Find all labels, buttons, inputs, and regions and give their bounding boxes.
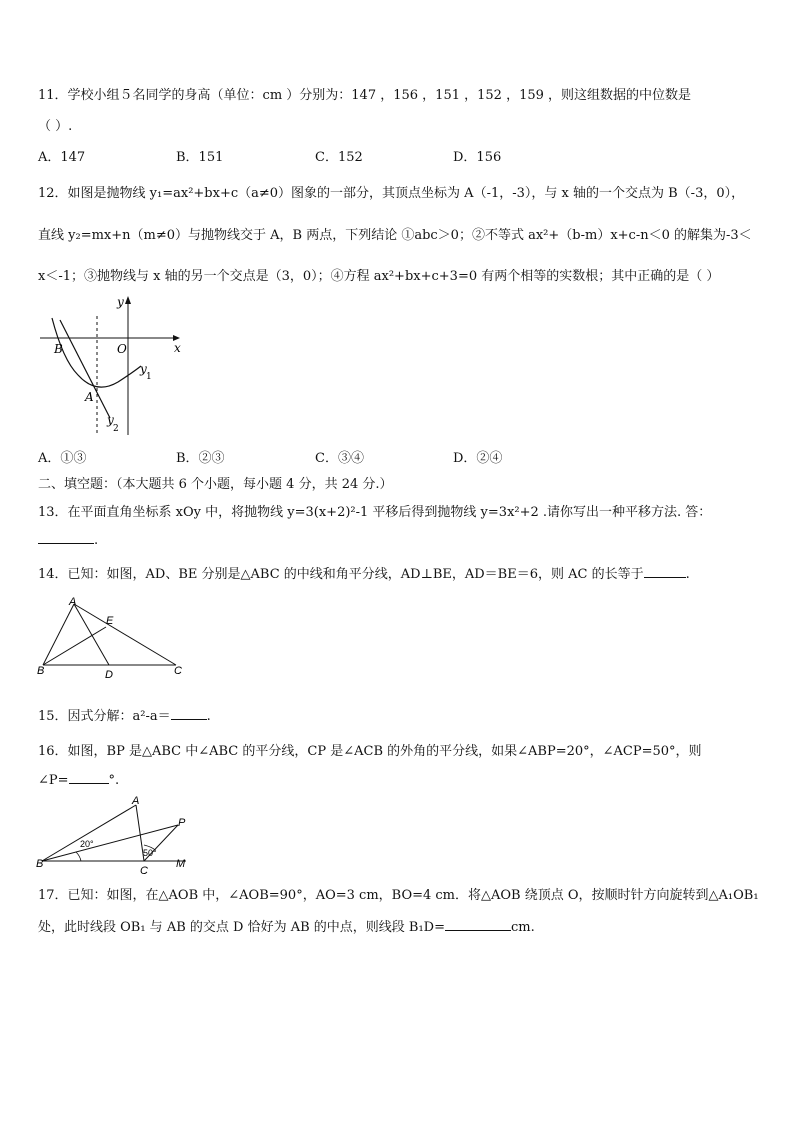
q17-stem-text: 处，此时线段 OB₁ 与 AB 的交点 D 恰好为 AB 的中点，则线段 B₁D= — [38, 920, 445, 935]
q12-label-b: B — [54, 342, 63, 356]
q14-stem-text: 14．已知：如图，AD、BE 分别是△ABC 的中线和角平分线，AD⊥BE，AD＝BE＝6，则 AC 的长等于 — [38, 567, 644, 582]
q12-label-y1-sub: 1 — [146, 372, 152, 382]
q12-option-b: B．②③ — [176, 451, 225, 466]
q17-stem-line2 — [38, 916, 535, 935]
q13-answer-line — [38, 531, 98, 548]
q16-degree: °. — [108, 773, 120, 788]
q12-label-o: O — [117, 342, 127, 356]
q17-stem-line1: 17．已知：如图，在△AOB 中，∠AOB=90°，AO=3 cm，BO=4 cm．将△AOB 绕顶点 O，按顺时针方向旋转到△A₁OB₁ — [38, 888, 759, 903]
q12-option-a: A．①③ — [38, 451, 87, 466]
q16-angle-20: 20° — [80, 839, 94, 849]
q14-triangle-figure — [36, 594, 186, 679]
q12-label-a: A — [85, 390, 94, 404]
q12-stem-line3: x＜-1；③抛物线与 x 轴的另一个交点是（3，0）；④方程 ax²+bx+c+3=0 有两个相等的实数根；其中正确的是（ ） — [38, 269, 720, 284]
q14-label-e: E — [106, 615, 114, 627]
q11-stem: 11．学校小组５名同学的身高（单位：cm ）分别为：147 ，156 ，151 ，152 ，159 ，则这组数据的中位数是 — [38, 88, 692, 103]
q16-angle-50: 50° — [143, 848, 157, 858]
section-fill-in-title: 二、填空题：（本大题共 6 个小题，每小题 4 分，共 24 分.） — [38, 477, 393, 492]
q16-label-a: A — [132, 795, 140, 807]
q16-label-c: C — [140, 865, 148, 875]
q13-period: . — [94, 533, 99, 548]
q11-bracket: （ ）. — [38, 119, 73, 134]
q12-parabola-figure — [38, 290, 188, 440]
q12-label-y: y — [117, 295, 124, 309]
q12-label-x: x — [174, 341, 181, 355]
q12-stem-line1: 12．如图是抛物线 y₁=ax²+bx+c（a≠0）图象的一部分，其顶点坐标为 A（-1，-3），与 x 轴的一个交点为 B（-3，0）， — [38, 186, 745, 201]
q13-stem: 13．在平面直角坐标系 xOy 中，将抛物线 y=3(x+2)²-1 平移后得到抛物线 y=3x²+2 .请你写出一种平移方法. 答： — [38, 505, 712, 520]
q14-label-a: A — [69, 596, 77, 608]
q16-answer-blank — [69, 771, 109, 784]
q15-answer-blank — [171, 707, 207, 720]
q15-stem — [38, 705, 211, 724]
q12-stem-line2: 直线 y₂=mx+n（m≠0）与抛物线交于 A，B 两点，下列结论 ①abc＞0；②不等式 ax²+（b-m）x+c-n＜0 的解集为-3＜ — [38, 228, 752, 243]
q14-stem — [38, 563, 690, 582]
q12-label-y2: y — [107, 413, 114, 427]
q16-angle-figure — [36, 795, 196, 875]
q14-label-b: B — [37, 665, 45, 677]
q12-option-c: C．③④ — [315, 451, 364, 466]
q16-stem-line1: 16．如图，BP 是△ABC 中∠ABC 的平分线，CP 是∠ACB 的外角的平分线，如果∠ABP=20°，∠ACP=50°，则 — [38, 744, 702, 759]
q13-answer-blank — [38, 531, 94, 544]
q12-label-y1: y — [140, 362, 147, 376]
q16-label-m: M — [176, 858, 186, 870]
q12-option-d: D．②④ — [453, 451, 503, 466]
q16-label-p: P — [178, 817, 186, 829]
q12-label-y2-sub: 2 — [113, 424, 119, 434]
q14-answer-blank — [644, 565, 686, 578]
q11-option-c: C．152 — [315, 150, 363, 165]
q16-stem-text: ∠P= — [38, 773, 69, 788]
q15-stem-text: 15．因式分解：a²-a＝ — [38, 709, 171, 724]
q16-stem-line2 — [38, 771, 119, 788]
q15-period: . — [206, 709, 211, 724]
q11-option-a: A．147 — [38, 150, 86, 165]
q17-unit: cm. — [511, 920, 535, 935]
q14-label-c: C — [174, 665, 182, 677]
q14-label-d: D — [105, 669, 113, 679]
q16-label-b: B — [36, 858, 44, 870]
q11-option-d: D．156 — [453, 150, 502, 165]
q17-answer-blank — [445, 918, 511, 931]
q11-option-b: B．151 — [176, 150, 224, 165]
q14-period: . — [685, 567, 690, 582]
